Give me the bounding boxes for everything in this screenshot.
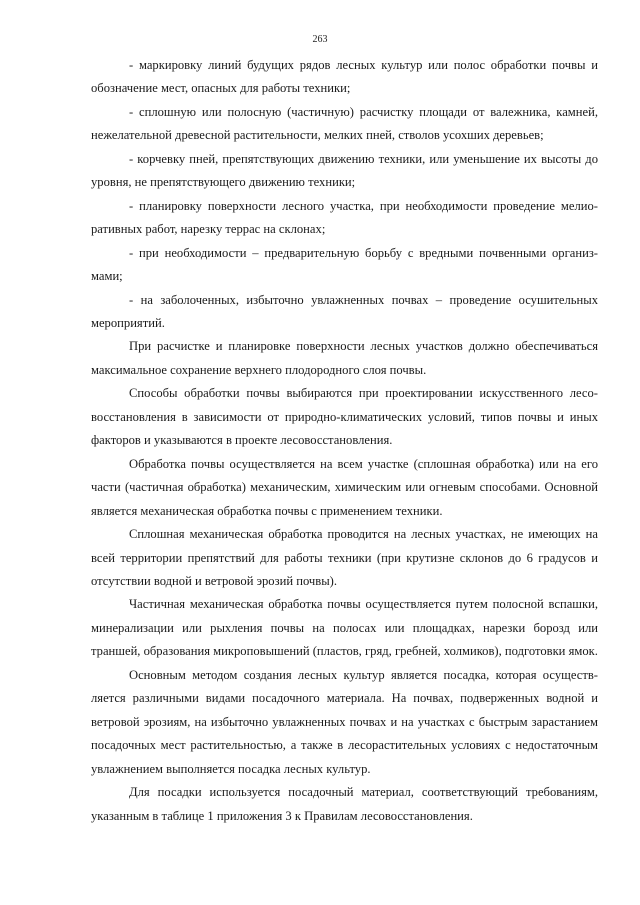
paragraph: Для посадки используется посадочный материал, соответствующий требованиям, указанным в таблице 1 приложения 3 к Правилам лесовосстановления. [91,785,598,823]
paragraph: - планировку поверхности лесного участка, при необходимости проведение мелиоративных работ, нарезку террас на склонах; [91,198,598,237]
paragraph: Основным методом создания лесных культур является посадка, которая осуществляется различными видами посадочного материала. На почвах, подверженных водной и ветровой эрозиям, на избыточно увлажненных почвах и на участках с быстрым зарастанием посадочных мест растительностью, а также в лесорастительных условиях с недостаточным увлажнением выполняется посадка лесных культур. [91,667,598,776]
paragraph: Сплошная механическая обработка проводится на лесных участках, не имеющих на всей территории препятствий для работы техники (при крутизне склонов до 6 градусов и отсутствии водной и ветровой эрозий почвы). [91,527,598,588]
page-number: 263 [312,34,328,45]
paragraph: - маркировку линий будущих рядов лесных культур или полос обработки почвы и обозначение мест, опасных для работы техники; [91,58,598,96]
paragraph: Способы обработки почвы выбираются при проектировании искусственного лесовосстановления в зависимости от природно-климатических условий, типов почвы и иных факторов и указываются в проекте лесовосстановления. [91,386,598,448]
body-text [91,54,598,828]
paragraph: - сплошную или полосную (частичную) расчистку площади от валежника, камней, нежелательной древесной растительности, мелких пней, стволов усохших деревьев; [91,104,598,143]
paragraph: Обработка почвы осуществляется на всем участке (сплошная обработка) или на его части (частичная обработка) механическим, химическим или огневым способами. Основной является механическая обработка почвы с применением техники. [91,456,598,518]
paragraph: При расчистке и планировке поверхности лесных участков должно обеспечиваться максимальное сохранение верхнего плодородного слоя почвы. [91,339,598,377]
paragraph: - корчевку пней, препятствующих движению техники, или уменьшение их высоты до уровня, не препятствующего движению техники; [91,151,598,190]
paragraph: - при необходимости – предварительную борьбу с вредными почвенными организмами; [91,245,598,284]
paragraph: Частичная механическая обработка почвы осуществляется путем полосной вспашки, минерализации или рыхления почвы на полосах или площадках, нарезки борозд или траншей, образования микроповышений (пластов, гряд, гребней, холмиков), подготовки ямок. [91,597,598,659]
paragraph: - на заболоченных, избыточно увлажненных почвах – проведение осушительных мероприятий. [91,292,598,330]
